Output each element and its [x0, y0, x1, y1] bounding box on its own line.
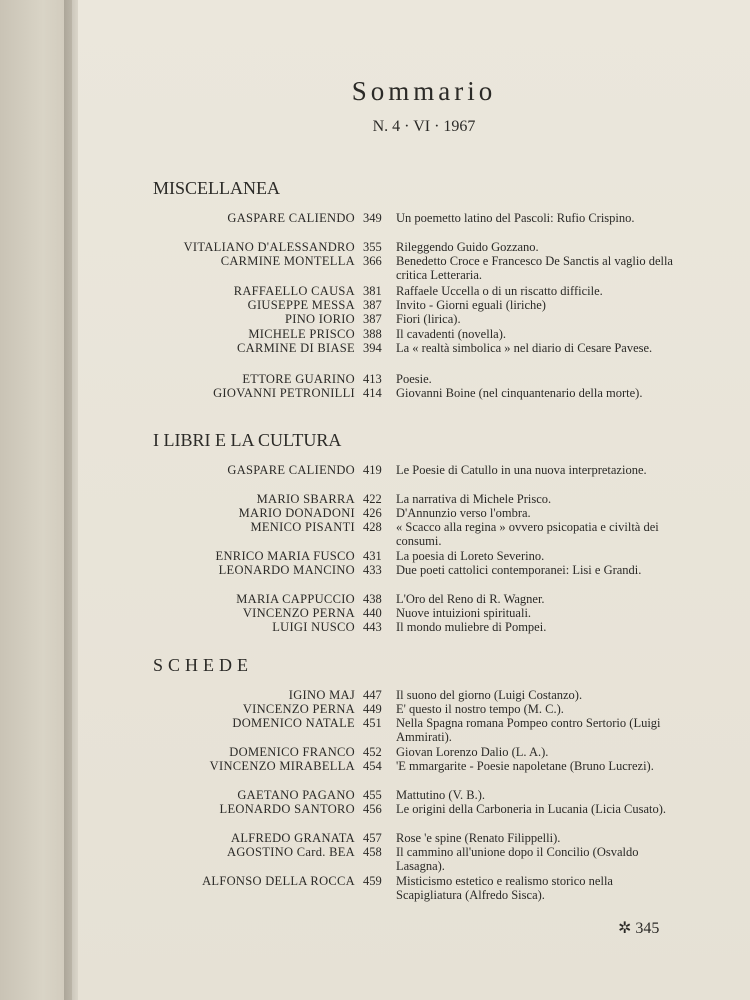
entry-author: VINCENZO MIRABELLA — [209, 759, 355, 773]
entry-page: 349 — [363, 211, 382, 225]
entry-title: Le Poesie di Catullo in una nuova interpretazione. — [396, 463, 647, 477]
section-title: MISCELLANEA — [153, 178, 280, 198]
entry-title: Giovanni Boine (nel cinquantenario della morte). — [396, 386, 643, 400]
entry-author: VINCENZO PERNA — [242, 702, 355, 716]
contents-page — [78, 0, 750, 1000]
entry-author: MARIO SBARRA — [256, 492, 355, 506]
entry-title: La poesia di Loreto Severino. — [396, 549, 545, 563]
entry-author: LEONARDO SANTORO — [219, 802, 355, 816]
facing-page — [0, 0, 72, 1000]
entry-page: 440 — [363, 606, 382, 620]
entry-author: GIOVANNI PETRONILLI — [213, 386, 355, 400]
entry-author: MARIO DONADONI — [238, 506, 355, 520]
entry-author: GASPARE CALIENDO — [227, 463, 355, 477]
entry-page: 456 — [363, 802, 382, 816]
entry-page: 414 — [363, 386, 382, 400]
entry-author: ALFREDO GRANATA — [231, 831, 355, 845]
entry-title: Misticismo estetico e realismo storico nella Scapigliatura (Alfredo Sisca). — [396, 874, 613, 902]
entry-page: 452 — [363, 745, 382, 759]
entry-author: VITALIANO D'ALESSANDRO — [183, 240, 355, 254]
entry-page: 454 — [363, 759, 382, 773]
entry-title: La narrativa di Michele Prisco. — [396, 492, 552, 506]
entry-author: GASPARE CALIENDO — [227, 211, 355, 225]
entry-page: 387 — [363, 298, 382, 312]
entry-page: 449 — [363, 702, 382, 716]
entry-page: 426 — [363, 506, 382, 520]
entry-title: Poesie. — [396, 372, 432, 386]
entry-author: MICHELE PRISCO — [248, 327, 355, 341]
entry-title: Raffaele Uccella o di un riscatto difficile. — [396, 284, 603, 298]
entry-title: La « realtà simbolica » nel diario di Cesare Pavese. — [396, 341, 653, 355]
entry-page: 419 — [363, 463, 382, 477]
entry-title: Il cammino all'unione dopo il Concilio (Osvaldo Lasagna). — [396, 845, 639, 873]
entry-page: 438 — [363, 592, 382, 606]
page-number: ✲ 345 — [618, 920, 660, 937]
entry-author: ETTORE GUARINO — [242, 372, 355, 386]
entry-author: LEONARDO MANCINO — [218, 563, 355, 577]
entry-page: 422 — [363, 492, 382, 506]
entry-title: Invito - Giorni eguali (liriche) — [396, 298, 546, 312]
entry-page: 394 — [363, 341, 382, 355]
entry-author: GAETANO PAGANO — [237, 788, 355, 802]
entry-title: Il cavadenti (novella). — [396, 327, 507, 341]
entry-author: ALFONSO DELLA ROCCA — [202, 874, 355, 888]
entry-page: 459 — [363, 874, 382, 888]
entry-title: Due poeti cattolici contemporanei: Lisi e Grandi. — [396, 563, 642, 577]
book-gutter — [64, 0, 78, 1000]
issue-line: N. 4 · VI · 1967 — [372, 118, 476, 135]
section-title: SCHEDE — [153, 655, 254, 675]
section-title: I LIBRI E LA CULTURA — [153, 430, 342, 450]
entry-title: D'Annunzio verso l'ombra. — [396, 506, 531, 520]
entry-author: CARMINE DI BIASE — [237, 341, 355, 355]
page-title: Sommario — [351, 76, 497, 106]
entry-page: 428 — [363, 520, 382, 534]
entry-title: E' questo il nostro tempo (M. C.). — [396, 702, 564, 716]
entry-author: IGINO MAJ — [288, 688, 355, 702]
entry-page: 433 — [363, 563, 382, 577]
entry-author: DOMENICO FRANCO — [229, 745, 355, 759]
entry-author: PINO IORIO — [284, 312, 355, 326]
entry-title: Benedetto Croce e Francesco De Sanctis al vaglio della critica Letteraria. — [396, 254, 673, 282]
entry-page: 355 — [363, 240, 382, 254]
entry-title: « Scacco alla regina » ovvero psicopatia e civiltà dei consumi. — [396, 520, 659, 548]
entry-page: 457 — [363, 831, 382, 845]
entry-title: Il suono del giorno (Luigi Costanzo). — [396, 688, 583, 702]
entry-author: AGOSTINO Card. BEA — [227, 845, 355, 859]
entry-title: Fiori (lirica). — [396, 312, 461, 326]
entry-page: 447 — [363, 688, 382, 702]
entry-title: Le origini della Carboneria in Lucania (Licia Cusato). — [396, 802, 667, 816]
entry-page: 431 — [363, 549, 382, 563]
entry-author: DOMENICO NATALE — [232, 716, 355, 730]
entry-page: 381 — [363, 284, 382, 298]
entry-author: RAFFAELLO CAUSA — [233, 284, 355, 298]
entry-page: 366 — [363, 254, 382, 268]
entry-author: CARMINE MONTELLA — [220, 254, 355, 268]
entry-title: Il mondo muliebre di Pompei. — [396, 620, 547, 634]
entry-author: GIUSEPPE MESSA — [247, 298, 355, 312]
entry-author: LUIGI NUSCO — [272, 620, 355, 634]
entry-title: Un poemetto latino del Pascoli: Rufio Crispino. — [396, 211, 635, 225]
entry-page: 458 — [363, 845, 382, 859]
entry-title: 'E mmargarite - Poesie napoletane (Bruno Lucrezi). — [396, 759, 654, 773]
entry-page: 455 — [363, 788, 382, 802]
entry-author: MARIA CAPPUCCIO — [236, 592, 355, 606]
entry-title: Rose 'e spine (Renato Filippelli). — [396, 831, 561, 845]
entry-title: Giovan Lorenzo Dalio (L. A.). — [396, 745, 549, 759]
entry-page: 451 — [363, 716, 382, 730]
entry-page: 443 — [363, 620, 382, 634]
entry-title: Nella Spagna romana Pompeo contro Sertorio (Luigi Ammirati). — [396, 716, 661, 744]
entry-author: MENICO PISANTI — [250, 520, 355, 534]
entry-page: 413 — [363, 372, 382, 386]
entry-page: 388 — [363, 327, 382, 341]
entry-author: ENRICO MARIA FUSCO — [215, 549, 355, 563]
entry-title: Rileggendo Guido Gozzano. — [396, 240, 539, 254]
entry-title: Nuove intuizioni spirituali. — [396, 606, 532, 620]
entry-title: L'Oro del Reno di R. Wagner. — [396, 592, 545, 606]
entry-title: Mattutino (V. B.). — [396, 788, 486, 802]
entry-author: VINCENZO PERNA — [242, 606, 355, 620]
entry-page: 387 — [363, 312, 382, 326]
